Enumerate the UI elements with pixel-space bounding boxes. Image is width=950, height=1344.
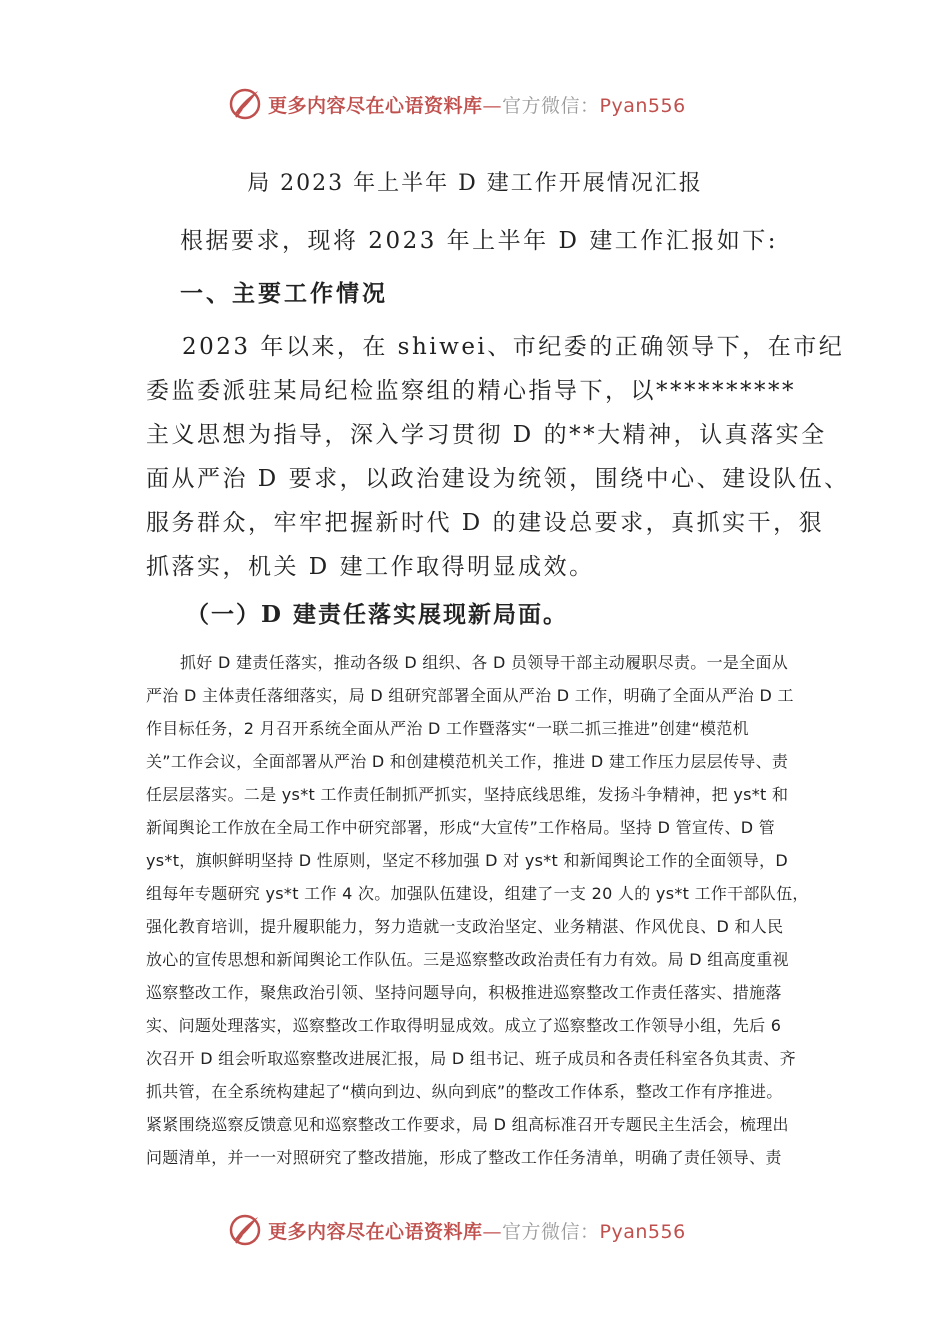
banner-dash: — <box>482 1220 503 1243</box>
paragraph-line: 强化教育培训，提升履职能力，努力造就一支政治坚定、业务精湛、作风优良、D 和人民 <box>146 917 784 936</box>
banner-wechat-id: Pyan556 <box>599 94 686 117</box>
paragraph-line: 严治 D 主体责任落细落实，局 D 组研究部署全面从严治 D 工作，明确了全面从严治 D 工 <box>146 686 794 705</box>
subsection-heading: （一）D 建责任落实展现新局面。 <box>186 601 568 628</box>
paragraph-line: 服务群众，牢牢把握新时代 D 的建设总要求，真抓实干，狠 <box>146 510 825 536</box>
paragraph-line: ys*t，旗帜鲜明坚持 D 性原则，坚定不移加强 D 对 ys*t 和新闻舆论工作的全面领导，D <box>146 851 789 870</box>
paragraph-line: 组每年专题研究 ys*t 工作 4 次。加强队伍建设，组建了一支 20 人的 ys*t 工作干部队伍， <box>146 884 809 903</box>
paragraph-line: 抓共管，在全系统构建起了“横向到边、纵向到底”的整改工作体系，整改工作有序推进。 <box>146 1082 783 1101</box>
paragraph-line: 新闻舆论工作放在全局工作中研究部署，形成“大宣传”工作格局。坚持 D 管宣传、D 管 <box>146 818 776 837</box>
section-heading-main-work: 一、主要工作情况 <box>180 280 388 307</box>
document-title: 局 2023 年上半年 D 建工作开展情况汇报 <box>247 171 703 196</box>
paragraph-line: 2023 年以来，在 shiwei、市纪委的正确领导下，在市纪 <box>182 334 845 360</box>
banner-text <box>268 1217 686 1244</box>
header-watermark-banner <box>228 86 686 122</box>
paragraph-line: 关”工作会议，全面部署从严治 D 和创建模范机关工作，推进 D 建工作压力层层传导、责 <box>146 752 789 771</box>
paragraph-line: 问题清单，并一一对照研究了整改措施，形成了整改工作任务清单，明确了责任领导、责 <box>146 1148 782 1167</box>
paragraph-line: 实、问题处理落实，巡察整改工作取得明显成效。成立了巡察整改工作领导小组，先后 6 <box>146 1016 782 1035</box>
banner-dash: — <box>482 94 503 117</box>
paragraph-line: 巡察整改工作，聚焦政治引领、坚持问题导向，积极推进巡察整改工作责任落实、措施落 <box>146 983 782 1002</box>
footer-watermark-banner <box>228 1212 686 1248</box>
paragraph-line: 委监委派驻某局纪检监察组的精心指导下，以********** <box>146 378 796 404</box>
banner-brand: 更多内容尽在心语资料库 <box>268 1220 483 1243</box>
feather-pen-logo-icon <box>228 1213 262 1247</box>
paragraph-line: 放心的宣传思想和新闻舆论工作队伍。三是巡察整改政治责任有力有效。局 D 组高度重视 <box>146 950 789 969</box>
paragraph-line: 紧紧围绕巡察反馈意见和巡察整改工作要求，局 D 组高标准召开专题民主生活会，梳理出 <box>146 1115 789 1134</box>
banner-wechat-label: 官方微信： <box>502 1220 600 1243</box>
banner-wechat-id: Pyan556 <box>599 1220 686 1243</box>
intro-line: 根据要求，现将 2023 年上半年 D 建工作汇报如下: <box>180 228 778 254</box>
paragraph-line: 主义思想为指导，深入学习贯彻 D 的**大精神，认真落实全 <box>146 422 827 448</box>
feather-pen-logo-icon <box>228 87 262 121</box>
banner-text <box>268 91 686 118</box>
banner-brand: 更多内容尽在心语资料库 <box>268 94 483 117</box>
paragraph-line: 任层层落实。二是 ys*t 工作责任制抓严抓实，坚持底线思维，发扬斗争精神，把 ys*t 和 <box>146 785 789 804</box>
paragraph-line: 抓落实，机关 D 建工作取得明显成效。 <box>146 554 595 580</box>
paragraph-line: 作目标任务，2 月召开系统全面从严治 D 工作暨落实“一联二抓三推进”创建“模范机 <box>146 719 749 738</box>
paragraph-line: 次召开 D 组会听取巡察整改进展汇报，局 D 组书记、班子成员和各责任科室各负其责、齐 <box>146 1049 796 1068</box>
paragraph-line: 抓好 D 建责任落实，推动各级 D 组织、各 D 员领导干部主动履职尽责。一是全面从 <box>180 653 789 672</box>
banner-wechat-label: 官方微信： <box>502 94 600 117</box>
paragraph-line: 面从严治 D 要求，以政治建设为统领，围绕中心、建设队伍、 <box>146 466 850 492</box>
